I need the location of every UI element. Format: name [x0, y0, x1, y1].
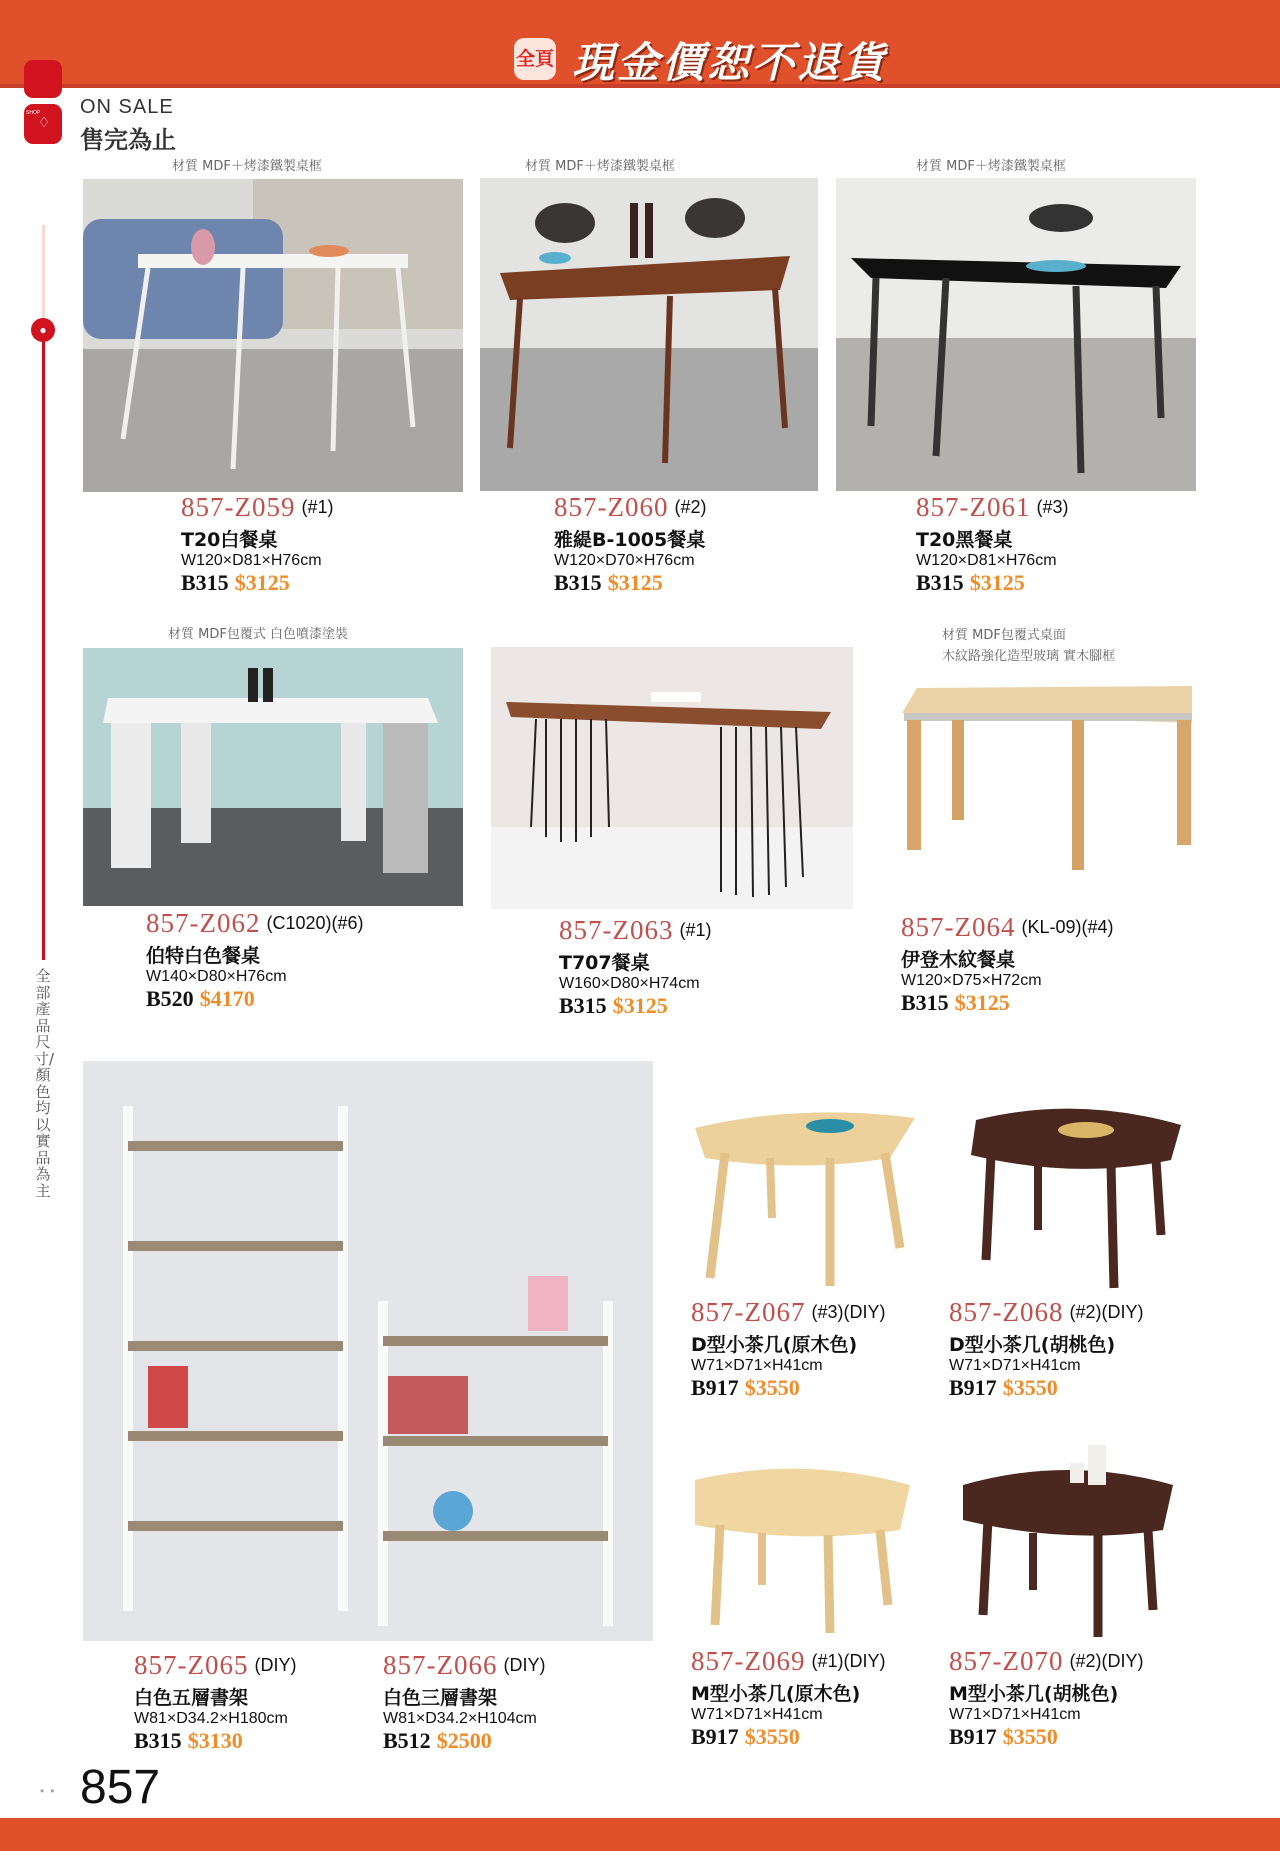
bonus-code: B917	[691, 1375, 739, 1400]
product-photo-z062	[83, 648, 463, 906]
shop-bell-icon: SHOP ♢	[24, 104, 62, 144]
product-z063	[559, 915, 712, 1019]
bonus-code: B520	[146, 986, 194, 1011]
product-code-suffix: (KL-09)(#4)	[1021, 917, 1114, 937]
product-price	[949, 1724, 1144, 1750]
bonus-code: B315	[559, 993, 607, 1018]
product-code-suffix: (DIY)	[254, 1655, 297, 1675]
bonus-code: B315	[554, 570, 602, 595]
product-dimensions: W120×D70×H76cm	[554, 552, 695, 569]
product-name: 白色五層書架	[134, 1687, 249, 1709]
product-name: D型小茶几(原木色)	[691, 1334, 858, 1356]
product-price	[691, 1375, 886, 1401]
price-amount: $3125	[607, 570, 663, 595]
product-code-suffix: (DIY)	[503, 1655, 546, 1675]
product-photo-z065-z066	[83, 1061, 653, 1641]
product-price	[901, 990, 1114, 1016]
product-photo-z067	[690, 1098, 920, 1288]
product-dimensions: W71×D71×H41cm	[949, 1357, 1081, 1374]
product-code: 857-Z060	[554, 492, 669, 522]
product-photo-z070	[958, 1445, 1178, 1640]
bonus-code: B917	[949, 1724, 997, 1749]
product-code: 857-Z064	[901, 912, 1016, 942]
shop-label: SHOP	[26, 110, 41, 116]
product-photo-z069	[690, 1455, 915, 1635]
product-z060	[554, 492, 707, 596]
product-code: 857-Z065	[134, 1650, 249, 1680]
product-dimensions: W81×D34.2×H180cm	[134, 1710, 288, 1727]
product-code: 857-Z067	[691, 1297, 806, 1327]
product-z068	[949, 1297, 1144, 1401]
product-price	[383, 1728, 545, 1754]
product-price	[134, 1728, 296, 1754]
product-dimensions: W71×D71×H41cm	[949, 1706, 1081, 1723]
price-amount: $4170	[199, 986, 255, 1011]
material-caption-5b: 木紋路強化造型玻璃 實木腳框	[942, 649, 1116, 664]
location-pin-icon: ●	[31, 318, 55, 342]
product-dimensions: W71×D71×H41cm	[691, 1706, 823, 1723]
bonus-code: B315	[181, 570, 229, 595]
price-amount: $3550	[1002, 1375, 1058, 1400]
product-price	[949, 1375, 1144, 1401]
product-code: 857-Z063	[559, 915, 674, 945]
sidebar-line	[42, 330, 45, 960]
product-code: 857-Z062	[146, 908, 261, 938]
red-square-icon	[24, 60, 62, 98]
product-dimensions: W140×D80×H76cm	[146, 968, 287, 985]
product-code: 857-Z069	[691, 1646, 806, 1676]
product-photo-z059	[83, 179, 463, 492]
footer-banner	[0, 1818, 1280, 1851]
material-caption-2: 材質 MDF＋烤漆鐵製桌框	[525, 159, 675, 174]
product-price	[691, 1724, 886, 1750]
bonus-code: B315	[916, 570, 964, 595]
product-code: 857-Z070	[949, 1646, 1064, 1676]
product-code-suffix: (#3)(DIY)	[811, 1302, 886, 1322]
product-photo-z064	[892, 678, 1197, 908]
product-code-suffix: (#1)	[679, 920, 712, 940]
product-photo-z063	[491, 647, 853, 909]
sold-out-label: 售完為止	[80, 126, 176, 154]
product-code-suffix: (#2)(DIY)	[1069, 1651, 1144, 1671]
price-amount: $3550	[1002, 1724, 1058, 1749]
product-name: 伯特白色餐桌	[146, 945, 261, 967]
bonus-code: B917	[691, 1724, 739, 1749]
product-dimensions: W81×D34.2×H104cm	[383, 1710, 537, 1727]
product-dimensions: W71×D71×H41cm	[691, 1357, 823, 1374]
price-amount: $3125	[954, 990, 1010, 1015]
product-code-suffix: (#2)(DIY)	[1069, 1302, 1144, 1322]
price-amount: $2500	[436, 1728, 492, 1753]
product-name: M型小茶几(胡桃色)	[949, 1683, 1119, 1705]
product-price	[554, 570, 707, 596]
bonus-code: B315	[901, 990, 949, 1015]
price-amount: $3550	[744, 1724, 800, 1749]
price-amount: $3130	[187, 1728, 243, 1753]
product-dimensions: W120×D81×H76cm	[916, 552, 1057, 569]
full-page-badge: 全頁	[514, 38, 556, 80]
price-amount: $3125	[612, 993, 668, 1018]
product-code-suffix: (#2)	[674, 497, 707, 517]
product-price	[181, 570, 334, 596]
product-code-suffix: (#1)	[301, 497, 334, 517]
product-name: T707餐桌	[559, 952, 650, 974]
product-code: 857-Z068	[949, 1297, 1064, 1327]
bonus-code: B917	[949, 1375, 997, 1400]
product-dimensions: W120×D81×H76cm	[181, 552, 322, 569]
product-code-suffix: (C1020)(#6)	[266, 913, 364, 933]
bonus-code: B315	[134, 1728, 182, 1753]
product-z064	[901, 912, 1114, 1016]
product-name: 伊登木紋餐桌	[901, 949, 1016, 971]
product-code: 857-Z061	[916, 492, 1031, 522]
product-price	[146, 986, 364, 1012]
product-z059	[181, 492, 334, 596]
on-sale-label: ON SALE	[80, 96, 174, 118]
product-name: 雅緹B-1005餐桌	[554, 529, 706, 551]
product-price	[559, 993, 712, 1019]
page-dots: ••	[40, 1784, 61, 1798]
product-z067	[691, 1297, 886, 1401]
product-photo-z061	[836, 178, 1196, 491]
product-code: 857-Z066	[383, 1650, 498, 1680]
product-name: T20黑餐桌	[916, 529, 1013, 551]
material-caption-3: 材質 MDF＋烤漆鐵製桌框	[916, 159, 1066, 174]
product-name: T20白餐桌	[181, 529, 278, 551]
price-amount: $3550	[744, 1375, 800, 1400]
product-name: D型小茶几(胡桃色)	[949, 1334, 1116, 1356]
product-z065	[134, 1650, 296, 1754]
product-z070	[949, 1646, 1144, 1750]
product-code: 857-Z059	[181, 492, 296, 522]
page-number: 857	[80, 1761, 161, 1814]
sidebar-line-light	[42, 225, 45, 325]
size-color-note: 全部產品尺寸/顏色均以實品為主	[34, 967, 55, 1200]
material-caption-1: 材質 MDF＋烤漆鐵製桌框	[172, 159, 322, 174]
page-headline: 現金價恕不退貨	[572, 38, 888, 87]
product-code-suffix: (#1)(DIY)	[811, 1651, 886, 1671]
product-dimensions: W160×D80×H74cm	[559, 975, 700, 992]
product-price	[916, 570, 1069, 596]
product-z061	[916, 492, 1069, 596]
bonus-code: B512	[383, 1728, 431, 1753]
material-caption-4: 材質 MDF包覆式 白色噴漆塗裝	[168, 627, 348, 642]
product-name: M型小茶几(原木色)	[691, 1683, 861, 1705]
product-code-suffix: (#3)	[1036, 497, 1069, 517]
product-z069	[691, 1646, 886, 1750]
price-amount: $3125	[234, 570, 290, 595]
product-dimensions: W120×D75×H72cm	[901, 972, 1042, 989]
material-caption-5a: 材質 MDF包覆式桌面	[942, 628, 1066, 643]
product-photo-z068	[966, 1100, 1186, 1290]
product-z062	[146, 908, 364, 1012]
product-photo-z060	[480, 178, 818, 491]
price-amount: $3125	[969, 570, 1025, 595]
product-name: 白色三層書架	[383, 1687, 498, 1709]
product-z066	[383, 1650, 545, 1754]
